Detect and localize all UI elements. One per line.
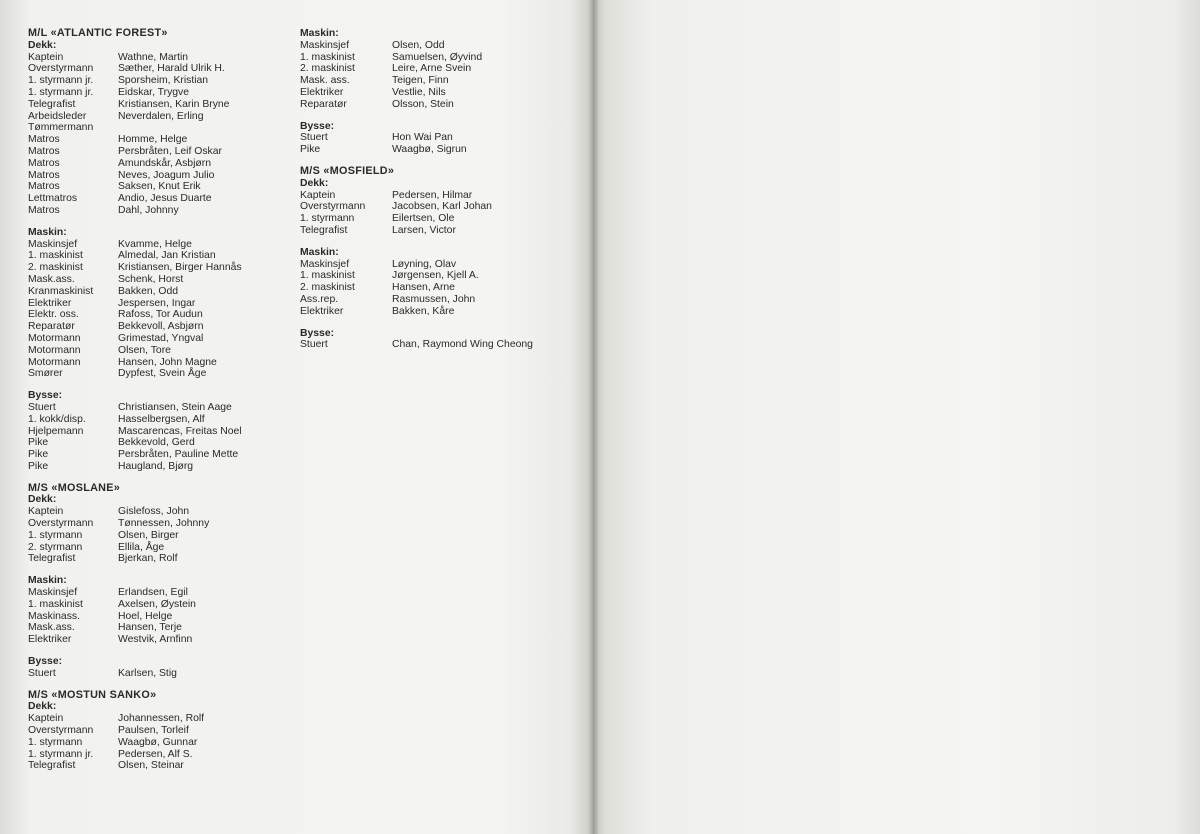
- crew-section: [300, 121, 580, 156]
- crew-role: Matros: [28, 169, 60, 181]
- crew-row: [300, 270, 580, 282]
- crew-row: [28, 75, 298, 87]
- department-heading: Dekk:: [28, 701, 57, 713]
- crew-row: [28, 357, 298, 369]
- crew-name: Chan, Raymond Wing Cheong: [392, 339, 533, 351]
- crew-name: Wathne, Martin: [118, 51, 189, 63]
- crew-name: Olsen, Tore: [118, 344, 171, 356]
- crew-role: Matros: [28, 157, 60, 169]
- crew-row: [28, 345, 298, 357]
- crew-name: Larsen, Victor: [392, 224, 456, 236]
- department-heading: Dekk:: [28, 494, 57, 506]
- crew-row: [28, 122, 298, 134]
- crew-row: [300, 40, 580, 52]
- crew-role: Telegrafist: [300, 224, 348, 236]
- crew-row: [28, 426, 298, 438]
- crew-role: Matros: [28, 181, 60, 193]
- crew-role: 1. styrmann jr.: [28, 748, 94, 760]
- crew-row: [300, 52, 580, 64]
- crew-column-left: [28, 28, 298, 782]
- crew-row: [28, 205, 298, 217]
- crew-role: Pike: [28, 437, 49, 449]
- crew-row: [28, 530, 298, 542]
- crew-row: [28, 368, 298, 380]
- crew-role: Tømmermann: [28, 122, 94, 134]
- crew-row: [300, 213, 580, 225]
- department-heading: Dekk:: [300, 177, 329, 189]
- crew-role: 1. maskinist: [28, 250, 83, 262]
- crew-row: [28, 611, 298, 623]
- crew-name: Sæther, Harald Ulrik H.: [118, 63, 225, 75]
- right-page-blank: [593, 0, 1200, 834]
- crew-row: [300, 75, 580, 87]
- crew-name: Grimestad, Yngval: [118, 332, 204, 344]
- crew-name: Erlandsen, Egil: [118, 587, 188, 599]
- ship-name: M/S «MOSTUN SANKO»: [28, 688, 157, 701]
- crew-row: [28, 553, 298, 565]
- crew-section: [28, 575, 298, 646]
- crew-role: Matros: [28, 204, 60, 216]
- crew-section: [28, 390, 298, 473]
- crew-role: Maskinsjef: [28, 238, 78, 250]
- crew-role: 1. maskinist: [300, 51, 355, 63]
- crew-role: Pike: [28, 449, 49, 461]
- crew-role: 1. styrmann jr.: [28, 75, 94, 87]
- crew-row: [28, 274, 298, 286]
- crew-row: [28, 587, 298, 599]
- crew-row: [28, 461, 298, 473]
- crew-row: [28, 737, 298, 749]
- crew-row: [28, 622, 298, 634]
- crew-row: [28, 449, 298, 461]
- crew-role: 2. maskinist: [28, 262, 83, 274]
- crew-role: Lettmatros: [28, 193, 78, 205]
- crew-row: [28, 250, 298, 262]
- crew-row: [28, 170, 298, 182]
- crew-name: Rafoss, Tor Audun: [118, 309, 203, 321]
- crew-role: Maskinass.: [28, 610, 80, 622]
- crew-role: Maskinsjef: [300, 258, 350, 270]
- crew-role: Smører: [28, 368, 63, 380]
- crew-name: Løyning, Olav: [392, 258, 457, 270]
- crew-role: Pike: [300, 144, 321, 156]
- crew-role: Pike: [28, 460, 49, 472]
- department-heading: Maskin:: [300, 246, 339, 258]
- crew-name: Pedersen, Alf S.: [118, 748, 193, 760]
- crew-row: [28, 99, 298, 111]
- crew-name: Gislefoss, John: [118, 506, 190, 518]
- crew-name: Neves, Joagum Julio: [118, 169, 215, 181]
- crew-section: [28, 483, 298, 566]
- crew-row: [28, 52, 298, 64]
- crew-role: Motormann: [28, 344, 81, 356]
- ship-name: M/L «ATLANTIC FOREST»: [28, 27, 168, 39]
- crew-name: Kristiansen, Karin Bryne: [118, 98, 230, 110]
- crew-role: Motormann: [28, 332, 81, 344]
- crew-row: [300, 190, 580, 202]
- crew-name: Olsson, Stein: [392, 98, 454, 110]
- crew-name: Waagbø, Sigrun: [392, 144, 467, 156]
- crew-role: 1. maskinist: [28, 598, 83, 610]
- crew-role: Kaptein: [300, 189, 336, 201]
- crew-name: Olsen, Birger: [118, 529, 179, 541]
- crew-role: Kaptein: [28, 51, 64, 63]
- crew-row: [300, 282, 580, 294]
- crew-name: Mascarencas, Freitas Noel: [118, 425, 242, 437]
- crew-row: [28, 309, 298, 321]
- crew-role: Mask. ass.: [300, 75, 350, 87]
- crew-name: Samuelsen, Øyvind: [392, 51, 483, 63]
- crew-name: Pedersen, Hilmar: [392, 189, 473, 201]
- crew-role: Elektriker: [300, 86, 344, 98]
- crew-row: [300, 259, 580, 271]
- crew-role: Overstyrmann: [28, 63, 94, 75]
- crew-name: Schenk, Horst: [118, 273, 184, 285]
- crew-name: Bjerkan, Rolf: [118, 553, 178, 565]
- crew-role: 1. kokk/disp.: [28, 413, 86, 425]
- crew-row: [28, 298, 298, 310]
- crew-name: Haugland, Bjørg: [118, 460, 194, 472]
- crew-name: Bekkevoll, Asbjørn: [118, 321, 204, 333]
- crew-section: [300, 247, 580, 318]
- crew-role: Stuert: [28, 401, 56, 413]
- crew-name: Leire, Arne Svein: [392, 63, 472, 75]
- crew-row: [28, 193, 298, 205]
- crew-row: [28, 111, 298, 123]
- crew-row: [28, 506, 298, 518]
- crew-name: Hansen, Arne: [392, 282, 455, 294]
- crew-role: Telegrafist: [28, 553, 76, 565]
- crew-row: [300, 225, 580, 237]
- crew-row: [28, 542, 298, 554]
- crew-role: Telegrafist: [28, 98, 76, 110]
- crew-name: Dahl, Johnny: [118, 204, 179, 216]
- crew-row: [28, 634, 298, 646]
- crew-role: 1. maskinist: [300, 270, 355, 282]
- crew-role: Hjelpemann: [28, 425, 84, 437]
- crew-name: Waagbø, Gunnar: [118, 736, 198, 748]
- crew-role: Matros: [28, 145, 60, 157]
- crew-role: Reparatør: [300, 98, 347, 110]
- crew-role: Kranmaskinist: [28, 285, 94, 297]
- crew-row: [28, 333, 298, 345]
- crew-role: Reparatør: [28, 321, 75, 333]
- department-heading: Maskin:: [28, 575, 67, 587]
- crew-name: Vestlie, Nils: [392, 86, 446, 98]
- ship-name: M/S «MOSLANE»: [28, 481, 121, 494]
- crew-row: [28, 760, 298, 772]
- crew-section: [28, 28, 298, 217]
- crew-name: Jespersen, Ingar: [118, 297, 196, 309]
- crew-role: Maskinsjef: [300, 39, 350, 51]
- crew-name: Eidskar, Trygve: [118, 86, 190, 98]
- crew-role: Ass.rep.: [300, 293, 339, 305]
- crew-role: 2. maskinist: [300, 282, 355, 294]
- crew-role: Stuert: [28, 667, 56, 679]
- crew-name: Olsen, Steinar: [118, 760, 184, 772]
- crew-row: [28, 668, 298, 680]
- crew-name: Bakken, Kåre: [392, 305, 455, 317]
- crew-name: Paulsen, Torleif: [118, 725, 189, 737]
- crew-role: 2. styrmann: [28, 541, 83, 553]
- crew-name: Persbråten, Pauline Mette: [118, 449, 239, 461]
- crew-role: Elektr. oss.: [28, 309, 79, 321]
- crew-row: [300, 306, 580, 318]
- crew-name: Olsen, Odd: [392, 39, 445, 51]
- crew-section: [28, 690, 298, 773]
- crew-name: Bakken, Odd: [118, 285, 179, 297]
- crew-name: Hansen, Terje: [118, 622, 182, 634]
- crew-name: Rasmussen, John: [392, 293, 476, 305]
- department-heading: Dekk:: [28, 39, 57, 51]
- crew-name: Persbråten, Leif Oskar: [118, 145, 222, 157]
- crew-row: [28, 518, 298, 530]
- crew-name: Hansen, John Magne: [118, 356, 217, 368]
- crew-row: [28, 749, 298, 761]
- crew-row: [300, 99, 580, 111]
- crew-name: Jørgensen, Kjell A.: [392, 270, 479, 282]
- department-heading: Bysse:: [28, 656, 63, 668]
- crew-name: Neverdalen, Erling: [118, 110, 204, 122]
- crew-name: Teigen, Finn: [392, 75, 449, 87]
- ship-name: M/S «MOSFIELD»: [300, 164, 395, 177]
- crew-role: 2. maskinist: [300, 63, 355, 75]
- crew-name: Karlsen, Stig: [118, 667, 177, 679]
- crew-role: Kaptein: [28, 713, 64, 725]
- crew-section: [28, 227, 298, 380]
- crew-row: [28, 321, 298, 333]
- crew-row: [28, 134, 298, 146]
- crew-role: 1. styrmann: [300, 213, 355, 225]
- crew-row: [300, 144, 580, 156]
- crew-name: Andio, Jesus Duarte: [118, 193, 212, 205]
- crew-role: Stuert: [300, 339, 328, 351]
- crew-name: Jacobsen, Karl Johan: [392, 201, 492, 213]
- crew-name: Sporsheim, Kristian: [118, 75, 209, 87]
- crew-name: Kristiansen, Birger Hannås: [118, 262, 242, 274]
- department-heading: Bysse:: [28, 390, 63, 402]
- crew-role: Overstyrmann: [28, 518, 94, 530]
- crew-row: [28, 725, 298, 737]
- crew-role: 1. styrmann jr.: [28, 86, 94, 98]
- crew-name: Almedal, Jan Kristian: [118, 250, 216, 262]
- crew-row: [300, 201, 580, 213]
- crew-row: [28, 414, 298, 426]
- crew-role: Elektriker: [300, 305, 344, 317]
- department-heading: Maskin:: [28, 226, 67, 238]
- crew-name: Johannessen, Rolf: [118, 713, 205, 725]
- crew-name: Amundskår, Asbjørn: [118, 157, 211, 169]
- crew-role: Matros: [28, 134, 60, 146]
- crew-role: Elektriker: [28, 634, 72, 646]
- crew-name: Westvik, Arnfinn: [118, 634, 193, 646]
- crew-name: Tønnessen, Johnny: [118, 518, 210, 530]
- crew-name: Dypfest, Svein Åge: [118, 368, 207, 380]
- crew-column-right: [300, 28, 580, 361]
- crew-role: Maskinsjef: [28, 587, 78, 599]
- crew-role: Mask.ass.: [28, 622, 75, 634]
- crew-row: [28, 146, 298, 158]
- crew-name: Hoel, Helge: [118, 610, 173, 622]
- crew-name: Bekkevold, Gerd: [118, 437, 195, 449]
- crew-role: Elektriker: [28, 297, 72, 309]
- crew-name: Homme, Helge: [118, 134, 188, 146]
- crew-row: [28, 286, 298, 298]
- crew-name: Axelsen, Øystein: [118, 598, 196, 610]
- crew-row: [300, 339, 580, 351]
- crew-name: Hon Wai Pan: [392, 132, 453, 144]
- crew-row: [28, 599, 298, 611]
- crew-row: [300, 132, 580, 144]
- crew-name: Christiansen, Stein Aage: [118, 401, 232, 413]
- crew-role: Stuert: [300, 132, 328, 144]
- department-heading: Maskin:: [300, 28, 339, 39]
- crew-row: [28, 181, 298, 193]
- crew-row: [28, 87, 298, 99]
- crew-role: Telegrafist: [28, 760, 76, 772]
- crew-section: [300, 28, 580, 111]
- crew-role: 1. styrmann: [28, 529, 83, 541]
- crew-name: Eilertsen, Ole: [392, 213, 455, 225]
- crew-section: [300, 328, 580, 352]
- book-gutter: [588, 0, 598, 834]
- crew-row: [28, 402, 298, 414]
- crew-role: Overstyrmann: [28, 725, 94, 737]
- crew-row: [300, 63, 580, 75]
- crew-role: Mask.ass.: [28, 273, 75, 285]
- crew-name: Hasselbergsen, Alf: [118, 413, 205, 425]
- crew-row: [28, 63, 298, 75]
- crew-row: [300, 87, 580, 99]
- crew-section: [28, 656, 298, 680]
- crew-role: Arbeidsleder: [28, 110, 87, 122]
- crew-row: [28, 158, 298, 170]
- crew-role: Overstyrmann: [300, 201, 366, 213]
- crew-row: [300, 294, 580, 306]
- crew-row: [28, 437, 298, 449]
- crew-row: [28, 239, 298, 251]
- crew-section: [300, 166, 580, 237]
- crew-role: Kaptein: [28, 506, 64, 518]
- crew-name: Ellila, Åge: [118, 541, 165, 553]
- crew-role: Motormann: [28, 356, 81, 368]
- crew-name: Saksen, Knut Erik: [118, 181, 201, 193]
- crew-row: [28, 262, 298, 274]
- department-heading: Bysse:: [300, 120, 335, 132]
- crew-role: 1. styrmann: [28, 736, 83, 748]
- department-heading: Bysse:: [300, 327, 335, 339]
- crew-name: Kvamme, Helge: [118, 238, 192, 250]
- crew-row: [28, 713, 298, 725]
